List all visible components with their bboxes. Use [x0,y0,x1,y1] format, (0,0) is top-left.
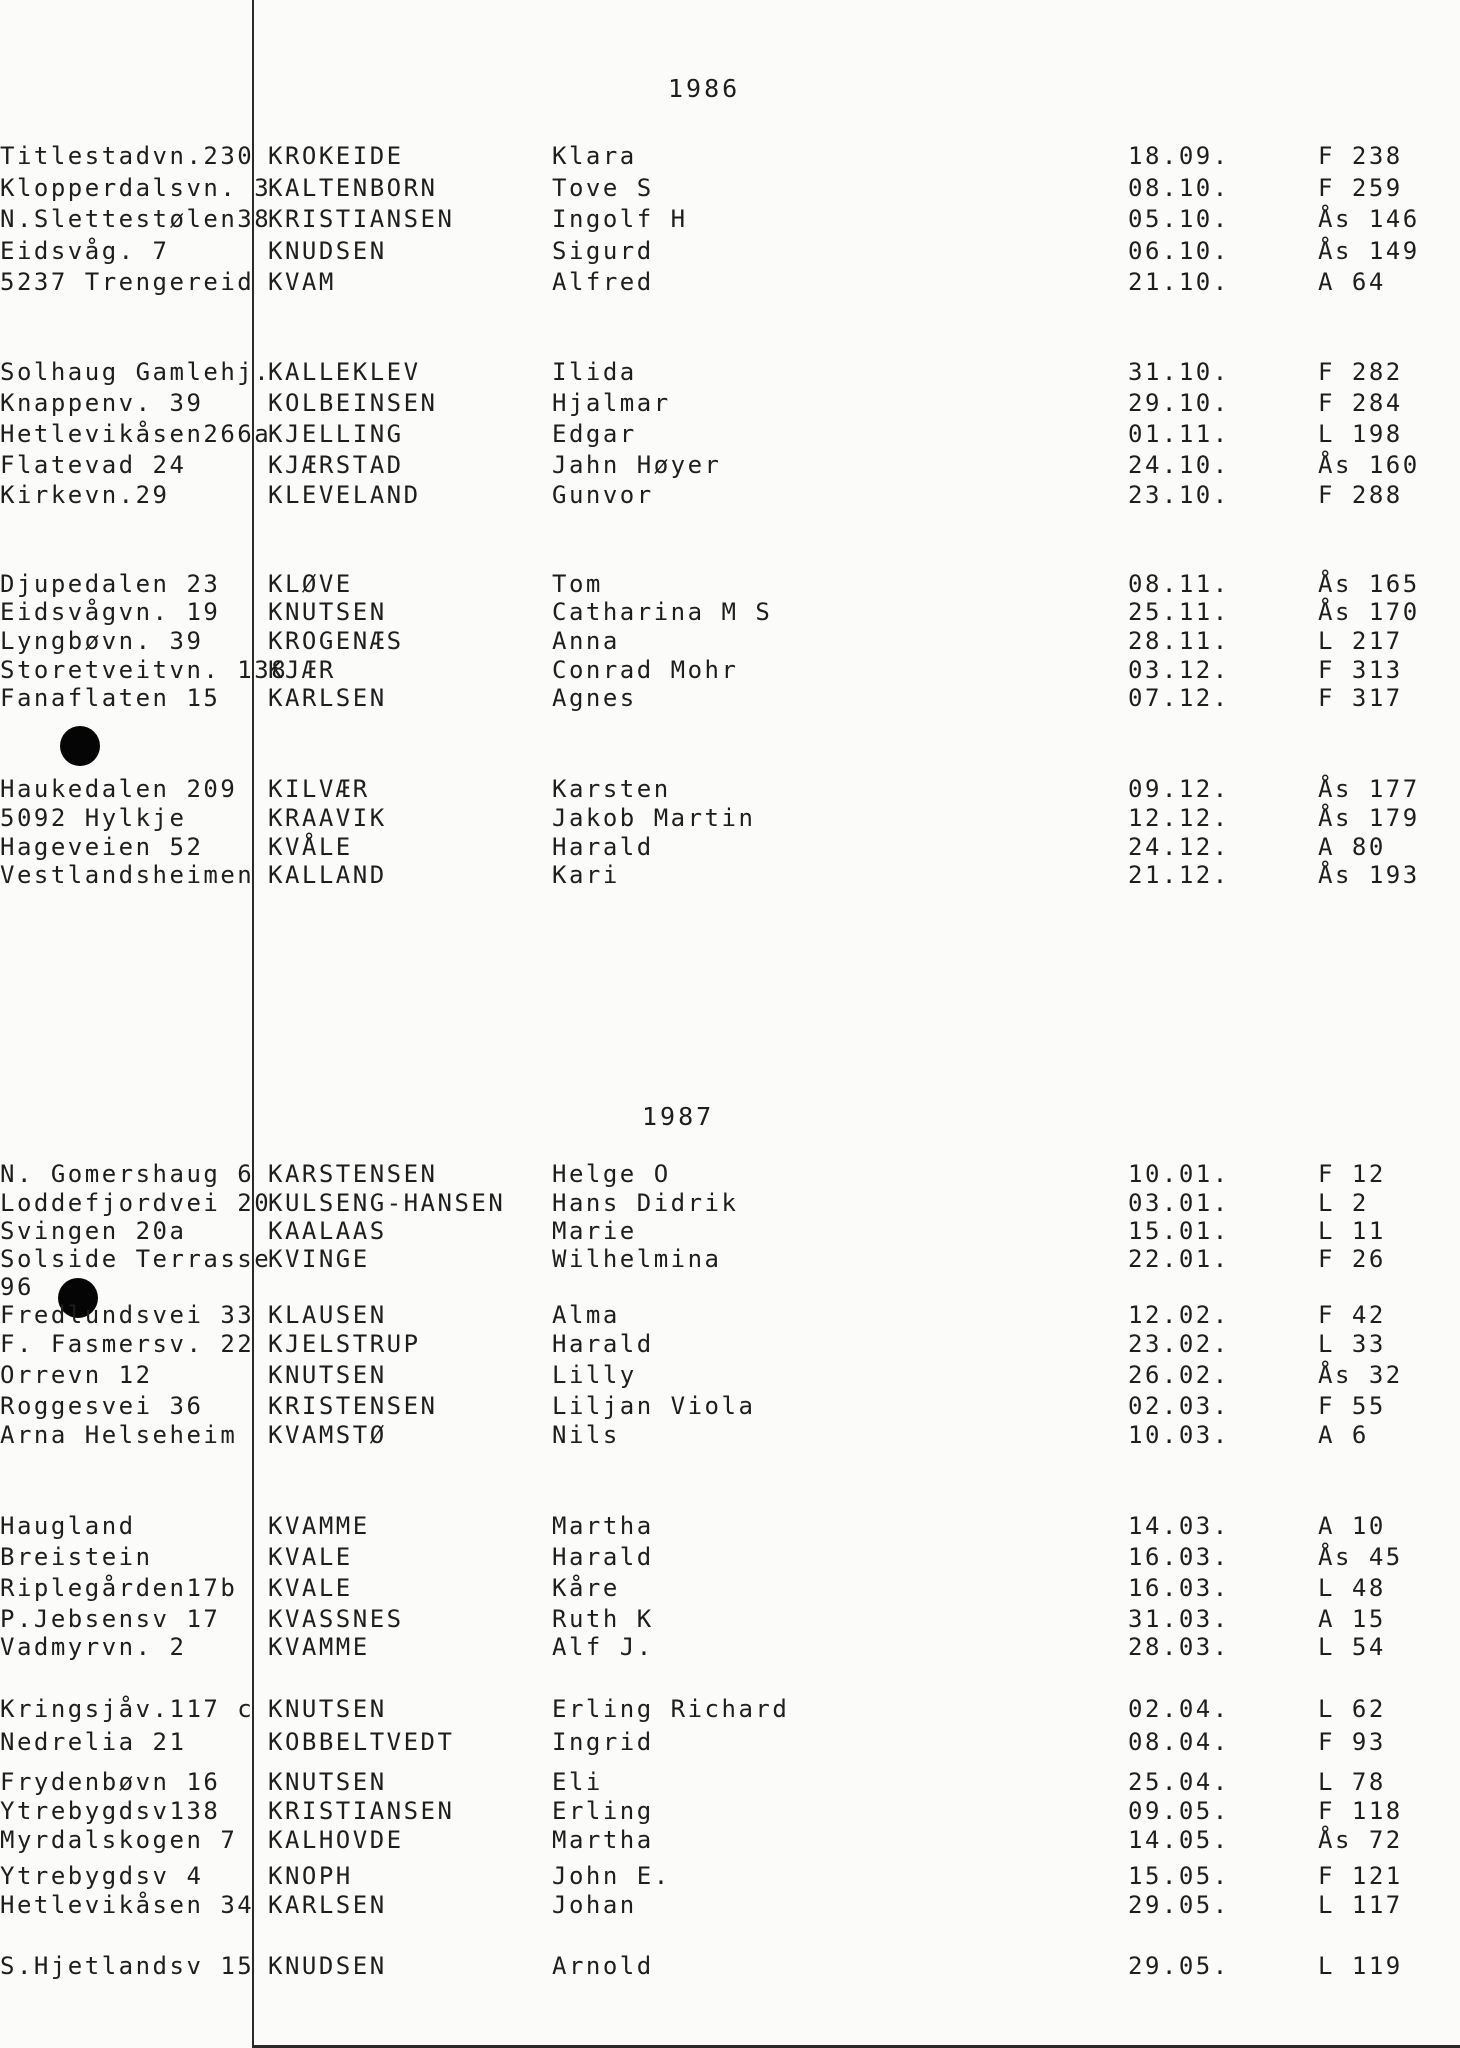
code-cell: F 26 [1318,1245,1386,1273]
date-cell: 09.05. [1128,1797,1230,1825]
date-cell: 29.10. [1128,389,1230,417]
code-cell: L 62 [1318,1695,1386,1723]
date-cell: 08.04. [1128,1728,1230,1756]
register-row [0,1543,1460,1573]
first-name-cell: Alf J. [552,1633,654,1661]
surname-cell: KNUTSEN [268,598,387,626]
code-cell: Ås 170 [1318,598,1420,626]
address-cell: Ytrebygdsv 4 [0,1862,204,1890]
first-name-cell: Ingolf H [552,205,688,233]
date-cell: 07.12. [1128,684,1230,712]
first-name-cell: Conrad Mohr [552,656,739,684]
date-cell: 15.01. [1128,1217,1230,1245]
code-cell: F 284 [1318,389,1403,417]
code-cell: F 121 [1318,1862,1403,1890]
code-cell: F 288 [1318,481,1403,509]
register-row [0,1952,1460,1982]
address-cell: Svingen 20a [0,1217,187,1245]
surname-cell: KOBBELTVEDT [268,1728,455,1756]
register-row [0,627,1460,657]
surname-cell: KNUTSEN [268,1695,387,1723]
surname-cell: KRISTIANSEN [268,1797,455,1825]
date-cell: 24.10. [1128,451,1230,479]
surname-cell: KLAUSEN [268,1301,387,1329]
code-cell: F 259 [1318,174,1403,202]
first-name-cell: Harald [552,1543,654,1571]
date-cell: 18.09. [1128,142,1230,170]
surname-cell: KRAAVIK [268,804,387,832]
code-cell: A 64 [1318,268,1386,296]
first-name-cell: Erling [552,1797,654,1825]
register-row [0,1695,1460,1725]
code-cell: F 118 [1318,1797,1403,1825]
code-cell: A 6 [1318,1421,1369,1449]
register-row [0,1189,1460,1219]
surname-cell: KLØVE [268,570,353,598]
address-cell: F. Fasmersv. 22 [0,1330,255,1358]
date-cell: 08.11. [1128,570,1230,598]
register-row [0,142,1460,172]
date-cell: 28.11. [1128,627,1230,655]
date-cell: 10.03. [1128,1421,1230,1449]
date-cell: 31.10. [1128,358,1230,386]
register-row [0,833,1460,863]
date-cell: 24.12. [1128,833,1230,861]
register-row [0,1633,1460,1663]
code-cell: A 10 [1318,1512,1386,1540]
surname-cell: KROKEIDE [268,142,404,170]
code-cell: F 317 [1318,684,1403,712]
address-cell: Titlestadvn.230 [0,142,255,170]
register-row [0,684,1460,714]
address-cell: S.Hjetlandsv 15 [0,1952,255,1980]
surname-cell: KROGENÆS [268,627,404,655]
code-cell: Ås 45 [1318,1543,1403,1571]
date-cell: 14.05. [1128,1826,1230,1854]
address-cell: Breistein [0,1543,153,1571]
register-row [0,804,1460,834]
register-row [0,1217,1460,1247]
first-name-cell: Tove S [552,174,654,202]
first-name-cell: John E. [552,1862,671,1890]
address-cell: Solhaug Gamlehj. [0,358,272,386]
register-row [0,205,1460,235]
surname-cell: KVALE [268,1543,353,1571]
surname-cell: KALHOVDE [268,1826,404,1854]
code-cell: F 282 [1318,358,1403,386]
first-name-cell: Jahn Høyer [552,451,722,479]
code-cell: Ås 72 [1318,1826,1403,1854]
code-cell: F 238 [1318,142,1403,170]
surname-cell: KAALAAS [268,1217,387,1245]
code-cell: F 42 [1318,1301,1386,1329]
first-name-cell: Hans Didrik [552,1189,739,1217]
register-row [0,1512,1460,1542]
code-cell: L 78 [1318,1768,1386,1796]
surname-cell: KOLBEINSEN [268,389,438,417]
code-cell: L 54 [1318,1633,1386,1661]
date-cell: 12.02. [1128,1301,1230,1329]
surname-cell: KULSENG-HANSEN [268,1189,506,1217]
first-name-cell: Karsten [552,775,671,803]
address-cell: Flatevad 24 [0,451,187,479]
first-name-cell: Kåre [552,1574,620,1602]
first-name-cell: Arnold [552,1952,654,1980]
register-row [0,861,1460,891]
surname-cell: KVAM [268,268,336,296]
surname-cell: KVAMME [268,1512,370,1540]
date-cell: 21.12. [1128,861,1230,889]
register-row [0,389,1460,419]
date-cell: 09.12. [1128,775,1230,803]
date-cell: 25.04. [1128,1768,1230,1796]
surname-cell: KNUDSEN [268,1952,387,1980]
register-row [0,1245,1460,1275]
register-row [0,1891,1460,1921]
register-row [0,1273,1460,1303]
code-cell: Ås 193 [1318,861,1420,889]
surname-cell: KJELSTRUP [268,1330,421,1358]
register-row [0,1797,1460,1827]
code-cell: L 117 [1318,1891,1403,1919]
surname-cell: KARSTENSEN [268,1160,438,1188]
code-cell: Ås 32 [1318,1361,1403,1389]
address-cell: Orrevn 12 [0,1361,153,1389]
surname-cell: KJELLING [268,420,404,448]
code-cell: Ås 177 [1318,775,1420,803]
surname-cell: KARLSEN [268,1891,387,1919]
first-name-cell: Johan [552,1891,637,1919]
first-name-cell: Eli [552,1768,603,1796]
surname-cell: KVAMSTØ [268,1421,387,1449]
first-name-cell: Lilly [552,1361,637,1389]
surname-cell: KLEVELAND [268,481,421,509]
punch-hole-top [60,726,100,766]
address-cell: Arna Helseheim [0,1421,238,1449]
first-name-cell: Nils [552,1421,620,1449]
code-cell: F 55 [1318,1392,1386,1420]
first-name-cell: Catharina M S [552,598,773,626]
first-name-cell: Gunvor [552,481,654,509]
code-cell: F 12 [1318,1160,1386,1188]
first-name-cell: Liljan Viola [552,1392,756,1420]
surname-cell: KJÆRSTAD [268,451,404,479]
surname-cell: KVINGE [268,1245,370,1273]
surname-cell: KRISTENSEN [268,1392,438,1420]
code-cell: L 33 [1318,1330,1386,1358]
first-name-cell: Harald [552,1330,654,1358]
register-row [0,1160,1460,1190]
address-cell: Kringsjåv.117 c [0,1695,255,1723]
first-name-cell: Helge O [552,1160,671,1188]
register-row [0,481,1460,511]
address-cell: Vestlandsheimen [0,861,255,889]
register-row [0,570,1460,600]
address-cell: Fanaflaten 15 [0,684,221,712]
surname-cell: KALTENBORN [268,174,438,202]
address-cell: Ytrebygdsv138 [0,1797,221,1825]
first-name-cell: Kari [552,861,620,889]
register-row [0,1301,1460,1331]
address-cell: Klopperdalsvn. 3 [0,174,272,202]
date-cell: 22.01. [1128,1245,1230,1273]
address-cell: Loddefjordvei 20 [0,1189,272,1217]
register-row [0,358,1460,388]
first-name-cell: Klara [552,142,637,170]
date-cell: 08.10. [1128,174,1230,202]
surname-cell: KNUDSEN [268,237,387,265]
date-cell: 02.04. [1128,1695,1230,1723]
date-cell: 10.01. [1128,1160,1230,1188]
surname-cell: KARLSEN [268,684,387,712]
date-cell: 26.02. [1128,1361,1230,1389]
first-name-cell: Harald [552,833,654,861]
code-cell: L 119 [1318,1952,1403,1980]
code-cell: Ås 160 [1318,451,1420,479]
first-name-cell: Anna [552,627,620,655]
address-cell: Haukedalen 209 [0,775,238,803]
code-cell: L 48 [1318,1574,1386,1602]
date-cell: 31.03. [1128,1605,1230,1633]
address-cell: Solside Terrasse [0,1245,272,1273]
date-cell: 15.05. [1128,1862,1230,1890]
register-row [0,1421,1460,1451]
surname-cell: KJÆR [268,656,336,684]
address-cell: Hageveien 52 [0,833,204,861]
date-cell: 28.03. [1128,1633,1230,1661]
address-cell: Eidsvåg. 7 [0,237,170,265]
first-name-cell: Wilhelmina [552,1245,722,1273]
register-row [0,1826,1460,1856]
date-cell: 03.01. [1128,1189,1230,1217]
address-cell: Vadmyrvn. 2 [0,1633,187,1661]
address-cell: Myrdalskogen 7 [0,1826,238,1854]
first-name-cell: Alfred [552,268,654,296]
date-cell: 01.11. [1128,420,1230,448]
address-cell: N. Gomershaug 6 [0,1160,255,1188]
first-name-cell: Marie [552,1217,637,1245]
register-row [0,174,1460,204]
surname-cell: KVAMME [268,1633,370,1661]
date-cell: 03.12. [1128,656,1230,684]
code-cell: L 217 [1318,627,1403,655]
first-name-cell: Erling Richard [552,1695,790,1723]
address-cell: Hetlevikåsen266a [0,420,272,448]
date-cell: 23.02. [1128,1330,1230,1358]
date-cell: 29.05. [1128,1891,1230,1919]
register-row [0,775,1460,805]
address-cell: Roggesvei 36 [0,1392,204,1420]
date-cell: 16.03. [1128,1574,1230,1602]
register-row [0,451,1460,481]
address-cell: Storetveitvn. 138 [0,656,289,684]
register-row [0,1768,1460,1798]
date-cell: 06.10. [1128,237,1230,265]
register-row [0,1605,1460,1635]
code-cell: F 93 [1318,1728,1386,1756]
address-cell: Eidsvågvn. 19 [0,598,221,626]
surname-cell: KNUTSEN [268,1361,387,1389]
register-row [0,1392,1460,1422]
first-name-cell: Alma [552,1301,620,1329]
address-cell: P.Jebsensv 17 [0,1605,221,1633]
address-cell: Fredlundsvei 33 [0,1301,255,1329]
register-row [0,1330,1460,1360]
section-year: 1987 [642,1102,715,1131]
register-row [0,598,1460,628]
code-cell: A 15 [1318,1605,1386,1633]
surname-cell: KALLEKLEV [268,358,421,386]
register-row [0,1862,1460,1892]
address-cell: Haugland [0,1512,136,1540]
surname-cell: KRISTIANSEN [268,205,455,233]
date-cell: 16.03. [1128,1543,1230,1571]
address-cell: N.Slettestølen38 [0,205,272,233]
code-cell: F 313 [1318,656,1403,684]
address-cell: 5237 Trengereid [0,268,255,296]
first-name-cell: Ruth K [552,1605,654,1633]
first-name-cell: Edgar [552,420,637,448]
address-cell: Nedrelia 21 [0,1728,187,1756]
register-row [0,656,1460,686]
surname-cell: KVASSNES [268,1605,404,1633]
code-cell: Ås 165 [1318,570,1420,598]
date-cell: 12.12. [1128,804,1230,832]
address-cell: Frydenbøvn 16 [0,1768,221,1796]
surname-cell: KNUTSEN [268,1768,387,1796]
section-year: 1986 [668,74,741,103]
address-cell: Kirkevn.29 [0,481,170,509]
code-cell: L 11 [1318,1217,1386,1245]
surname-cell: KNOPH [268,1862,353,1890]
address-cell: Knappenv. 39 [0,389,204,417]
first-name-cell: Ilida [552,358,637,386]
code-cell: Ås 179 [1318,804,1420,832]
date-cell: 21.10. [1128,268,1230,296]
date-cell: 23.10. [1128,481,1230,509]
first-name-cell: Agnes [552,684,637,712]
register-row [0,237,1460,267]
address-cell: Djupedalen 23 [0,570,221,598]
date-cell: 02.03. [1128,1392,1230,1420]
code-cell: A 80 [1318,833,1386,861]
address-cell: 96 [0,1273,34,1301]
code-cell: L 198 [1318,420,1403,448]
code-cell: Ås 149 [1318,237,1420,265]
first-name-cell: Hjalmar [552,389,671,417]
register-row [0,1728,1460,1758]
surname-cell: KVÅLE [268,833,353,861]
register-row [0,268,1460,298]
first-name-cell: Ingrid [552,1728,654,1756]
first-name-cell: Jakob Martin [552,804,756,832]
code-cell: Ås 146 [1318,205,1420,233]
address-cell: 5092 Hylkje [0,804,187,832]
first-name-cell: Martha [552,1512,654,1540]
date-cell: 14.03. [1128,1512,1230,1540]
code-cell: L 2 [1318,1189,1369,1217]
address-cell: Lyngbøvn. 39 [0,627,204,655]
first-name-cell: Sigurd [552,237,654,265]
date-cell: 25.11. [1128,598,1230,626]
date-cell: 05.10. [1128,205,1230,233]
date-cell: 29.05. [1128,1952,1230,1980]
register-row [0,1574,1460,1604]
surname-cell: KILVÆR [268,775,370,803]
address-cell: Hetlevikåsen 34 [0,1891,255,1919]
first-name-cell: Tom [552,570,603,598]
address-cell: Riplegården17b [0,1574,238,1602]
register-row [0,420,1460,450]
surname-cell: KVALE [268,1574,353,1602]
first-name-cell: Martha [552,1826,654,1854]
register-row [0,1361,1460,1391]
surname-cell: KALLAND [268,861,387,889]
